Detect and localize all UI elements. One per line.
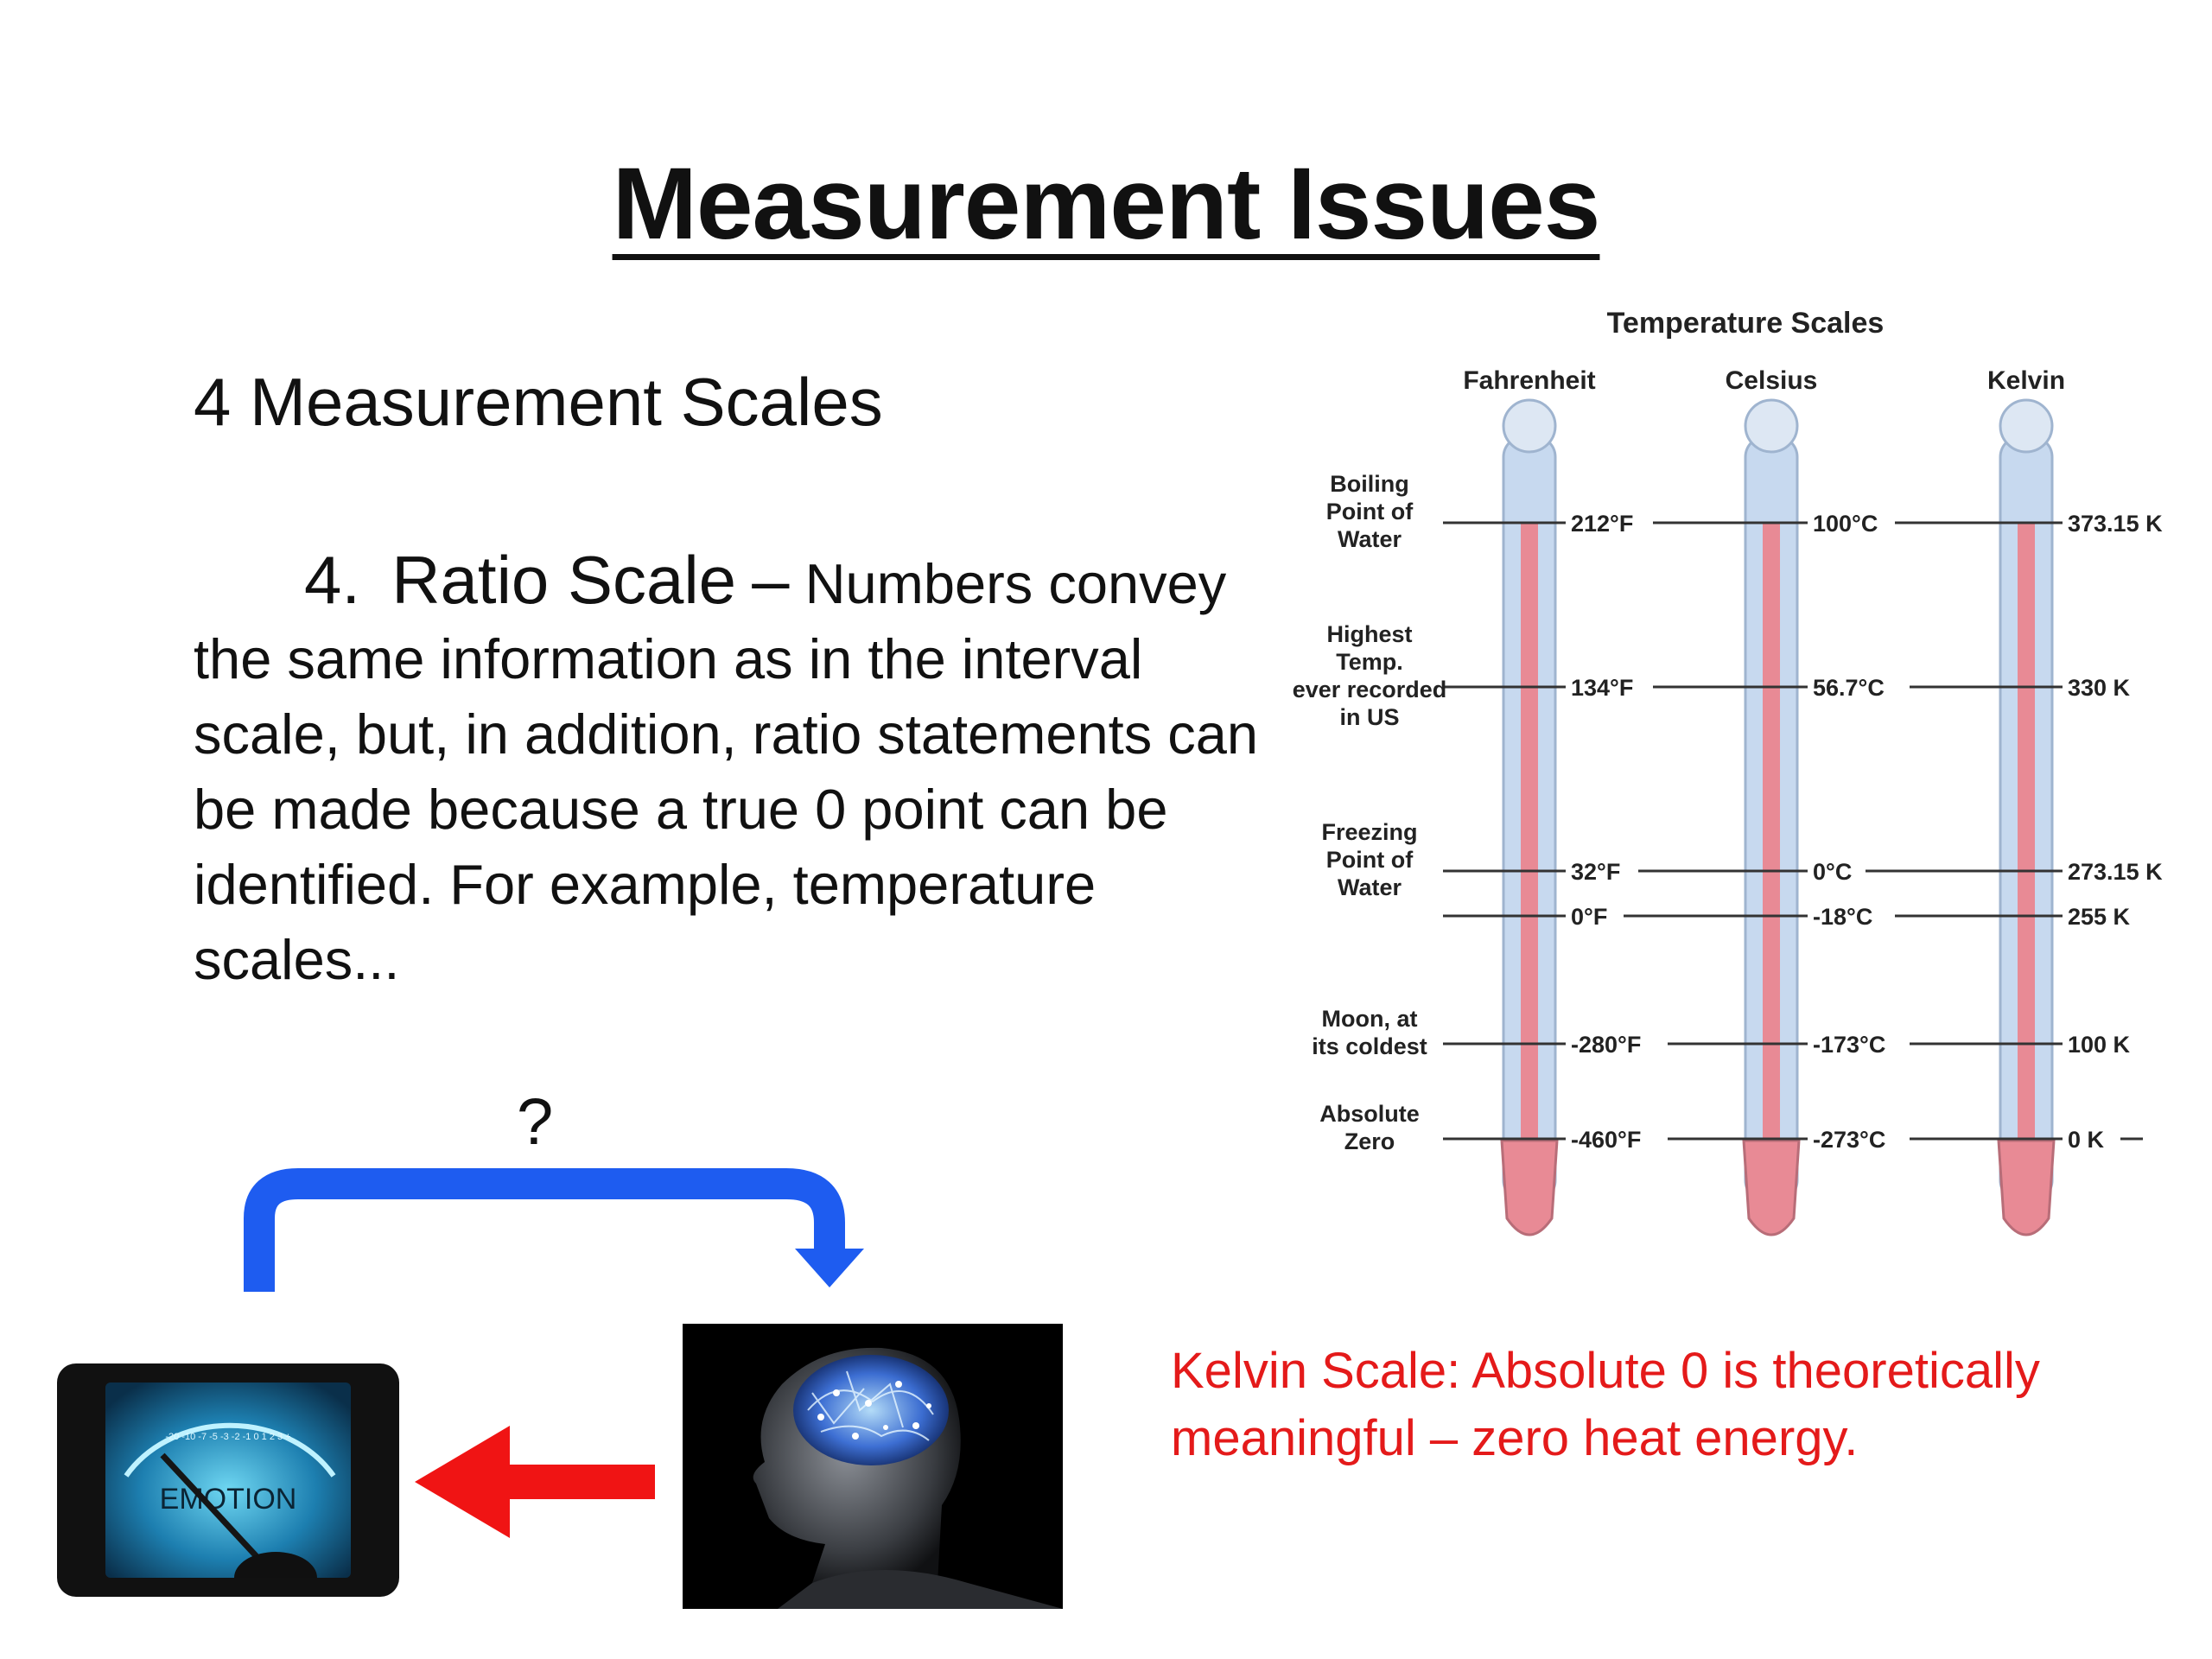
value-label: -273°C	[1813, 1127, 1886, 1153]
brain-image	[683, 1324, 1063, 1609]
thermometer-bulb	[1999, 1141, 2054, 1235]
value-label: -460°F	[1571, 1127, 1642, 1153]
value-label: -173°C	[1813, 1032, 1886, 1058]
value-label: 0°F	[1571, 904, 1608, 930]
row-label-line: Absolute	[1319, 1101, 1420, 1127]
row-label-line: Point of	[1325, 499, 1414, 524]
value-label: 134°F	[1571, 675, 1634, 701]
slide-subtitle: 4 Measurement Scales	[194, 364, 883, 440]
value-label: 0 K	[2068, 1127, 2105, 1153]
item-text: Numbers convey the same information as in the interval scale, but, in addition, ratio statements can be made because a true 0 point can be identified. For example, temperature scales...	[194, 552, 1259, 991]
value-label: 255 K	[2068, 904, 2131, 930]
meter-scale-text: -20 -10 -7 -5 -3 -2 -1 0 1 2 3 +	[165, 1432, 291, 1442]
emotion-meter-image	[57, 1363, 399, 1597]
row-label-line: Moon, at	[1321, 1006, 1418, 1032]
value-label: 373.15 K	[2068, 511, 2163, 537]
thermometer-bulb	[1744, 1141, 1799, 1235]
value-label: 56.7°C	[1813, 675, 1885, 701]
column-header-celsius: Celsius	[1725, 366, 1818, 395]
row-label-line: Highest	[1326, 621, 1413, 647]
slide-title: Measurement Issues	[612, 147, 1600, 261]
thermometer-top	[2000, 400, 2052, 452]
row-label-line: Zero	[1344, 1128, 1395, 1154]
thermometer-bulb	[1502, 1141, 1557, 1235]
meter-label: EMOTION	[159, 1483, 297, 1516]
value-label: 100°C	[1813, 511, 1878, 537]
thermometer-top	[1503, 400, 1555, 452]
value-label: 212°F	[1571, 511, 1634, 537]
value-label: -18°C	[1813, 904, 1873, 930]
value-label: 32°F	[1571, 859, 1621, 885]
row-label-line: Point of	[1325, 847, 1414, 873]
value-label: 100 K	[2068, 1032, 2131, 1058]
row-label-line: ever recorded	[1292, 677, 1447, 702]
item-label: Ratio Scale	[391, 542, 737, 618]
row-label-line: Water	[1337, 874, 1402, 900]
row-label-line: Freezing	[1321, 819, 1418, 845]
value-label: 0°C	[1813, 859, 1853, 885]
left-arrow-icon	[415, 1426, 661, 1538]
row-label-line: Temp.	[1336, 649, 1403, 675]
curved-arrow-icon	[233, 1158, 873, 1313]
value-label: 273.15 K	[2068, 859, 2163, 885]
temperature-scales-figure	[1279, 294, 2212, 1313]
mercury-column	[1763, 523, 1780, 1166]
question-mark: ?	[517, 1085, 554, 1159]
row-label-line: Water	[1337, 526, 1402, 552]
row-label-line: in US	[1339, 704, 1400, 730]
value-label: 330 K	[2068, 675, 2131, 701]
item-dash: –	[752, 542, 790, 618]
item-number: 4.	[304, 542, 361, 618]
column-header-kelvin: Kelvin	[1986, 366, 2066, 395]
row-label-line: Boiling	[1330, 471, 1409, 497]
ratio-scale-paragraph	[194, 543, 1265, 997]
mercury-column	[2018, 523, 2035, 1166]
row-label-line: its coldest	[1312, 1033, 1427, 1059]
column-header-fahrenheit: Fahrenheit	[1463, 366, 1596, 395]
mercury-column	[1521, 523, 1538, 1166]
value-label: -280°F	[1571, 1032, 1642, 1058]
kelvin-note: Kelvin Scale: Absolute 0 is theoretically meaningful – zero heat energy.	[1171, 1343, 2040, 1466]
figure-title: Temperature Scales	[1606, 307, 1885, 340]
thermometer-top	[1745, 400, 1797, 452]
